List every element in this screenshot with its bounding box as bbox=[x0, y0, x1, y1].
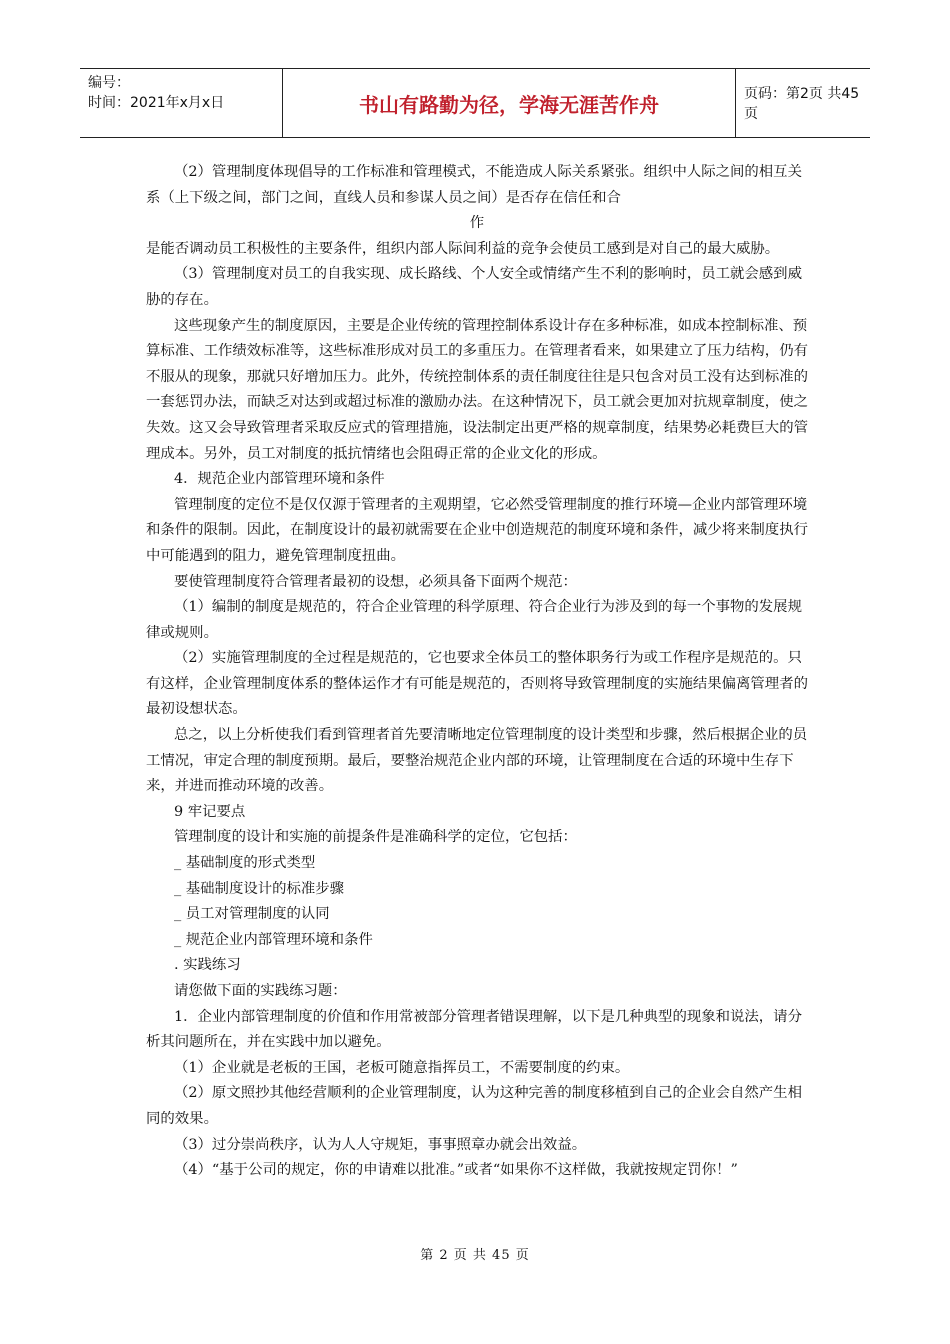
page-header bbox=[80, 68, 870, 138]
paragraph: （3）过分崇尚秩序，认为人人守规矩，事事照章办就会出效益。 bbox=[174, 1136, 587, 1153]
paragraph: 1．企业内部管理制度的价值和作用常被部分管理者错误理解，以下是几种典型的现象和说法，请分析其问题所在，并在实践中加以避免。 bbox=[146, 1008, 802, 1051]
paragraph: _ 基础制度设计的标准步骤 bbox=[174, 880, 345, 897]
paragraph: 这些现象产生的制度原因，主要是企业传统的管理控制体系设计存在多种标准，如成本控制标准、预算标准、工作绩效标准等，这些标准形成对员工的多重压力。在管理者看来，如果建立了压力结构，仍有不服从的现象，那就只好增加压力。此外，传统控制体系的责任制度往往是只包含对员工没有达到标准的一套惩罚办法，而缺乏对达到或超过标准的激励办法。在这种情况下，员工就会更加对抗规章制度，使之失效。这又会导致管理者采取反应式的管理措施，设法制定出更严格的规章制度，结果势必耗费巨大的管理成本。另外，员工对制度的抵抗情绪也会阻碍正常的企业文化的形成。 bbox=[146, 317, 808, 462]
paragraph: 是能否调动员工积极性的主要条件，组织内部人际间利益的竞争会使员工感到是对自己的最大威胁。 bbox=[146, 240, 780, 257]
paragraph: 管理制度的设计和实施的前提条件是准确科学的定位，它包括： bbox=[174, 829, 577, 846]
paragraph: 总之，以上分析使我们看到管理者首先要清晰地定位管理制度的设计类型和步骤，然后根据企业的员工情况，审定合理的制度预期。最后，要整治规范企业内部的环境，让管理制度在合适的环境中生存下来，并进而推动环境的改善。 bbox=[146, 727, 808, 795]
paragraph: （1）编制的制度是规范的，符合企业管理的科学原理、符合企业行为涉及到的每一个事物的发展规律或规则。 bbox=[146, 599, 802, 641]
page-footer: 第 2 页 共 45 页 bbox=[420, 1248, 530, 1263]
paragraph: _ 规范企业内部管理环境和条件 bbox=[174, 931, 373, 948]
paragraph: _ 员工对管理制度的认同 bbox=[174, 906, 330, 923]
paragraph: 要使管理制度符合管理者最初的设想，必须具备下面两个规范： bbox=[174, 573, 577, 590]
paragraph: 4．规范企业内部管理环境和条件 bbox=[174, 471, 385, 488]
paragraph: （2）实施管理制度的全过程是规范的，它也要求全体员工的整体职务行为或工作程序是规范的。只有这样，企业管理制度体系的整体运作才有可能是规范的，否则将导致管理制度的实施结果偏离管理者的最初设想状态。 bbox=[146, 650, 808, 718]
document-body bbox=[146, 160, 808, 1184]
time-label: 时间：2021年x月x日 bbox=[88, 95, 225, 111]
header-left bbox=[80, 69, 282, 137]
motto: 书山有路勤为径，学海无涯苦作舟 bbox=[282, 69, 736, 137]
number-label: 编号： bbox=[88, 75, 130, 91]
paragraph: （4）“基于公司的规定，你的申请难以批准。”或者“如果你不这样做，我就按规定罚你！” bbox=[174, 1162, 738, 1179]
paragraph: . 实践练习 bbox=[174, 957, 241, 974]
paragraph: （2）原文照抄其他经营顺利的企业管理制度，认为这种完善的制度移植到自己的企业会自然产生相同的效果。 bbox=[146, 1085, 802, 1127]
paragraph: 9 牢记要点 bbox=[174, 803, 246, 820]
paragraph: （2）管理制度体现倡导的工作标准和管理模式，不能造成人际关系紧张。组织中人际之间的相互关系（上下级之间，部门之间，直线人员和参谋人员之间）是否存在信任和合 bbox=[146, 164, 802, 206]
paragraph: 管理制度的定位不是仅仅源于管理者的主观期望，它必然受管理制度的推行环境—企业内部管理环境和条件的限制。因此，在制度设计的最初就需要在企业中创造规范的制度环境和条件，减少将来制度执行中可能遇到的阻力，避免管理制度扭曲。 bbox=[146, 496, 808, 564]
paragraph: _ 基础制度的形式类型 bbox=[174, 855, 316, 872]
page-label: 页码：第2页 共45页 bbox=[744, 86, 860, 122]
paragraph: （1）企业就是老板的王国，老板可随意指挥员工，不需要制度的约束。 bbox=[174, 1059, 630, 1076]
paragraph: 作 bbox=[469, 215, 485, 232]
paragraph: 请您做下面的实践练习题： bbox=[174, 983, 347, 999]
paragraph: （3）管理制度对员工的自我实现、成长路线、个人安全或情绪产生不利的影响时，员工就会感到威胁的存在。 bbox=[146, 266, 802, 308]
